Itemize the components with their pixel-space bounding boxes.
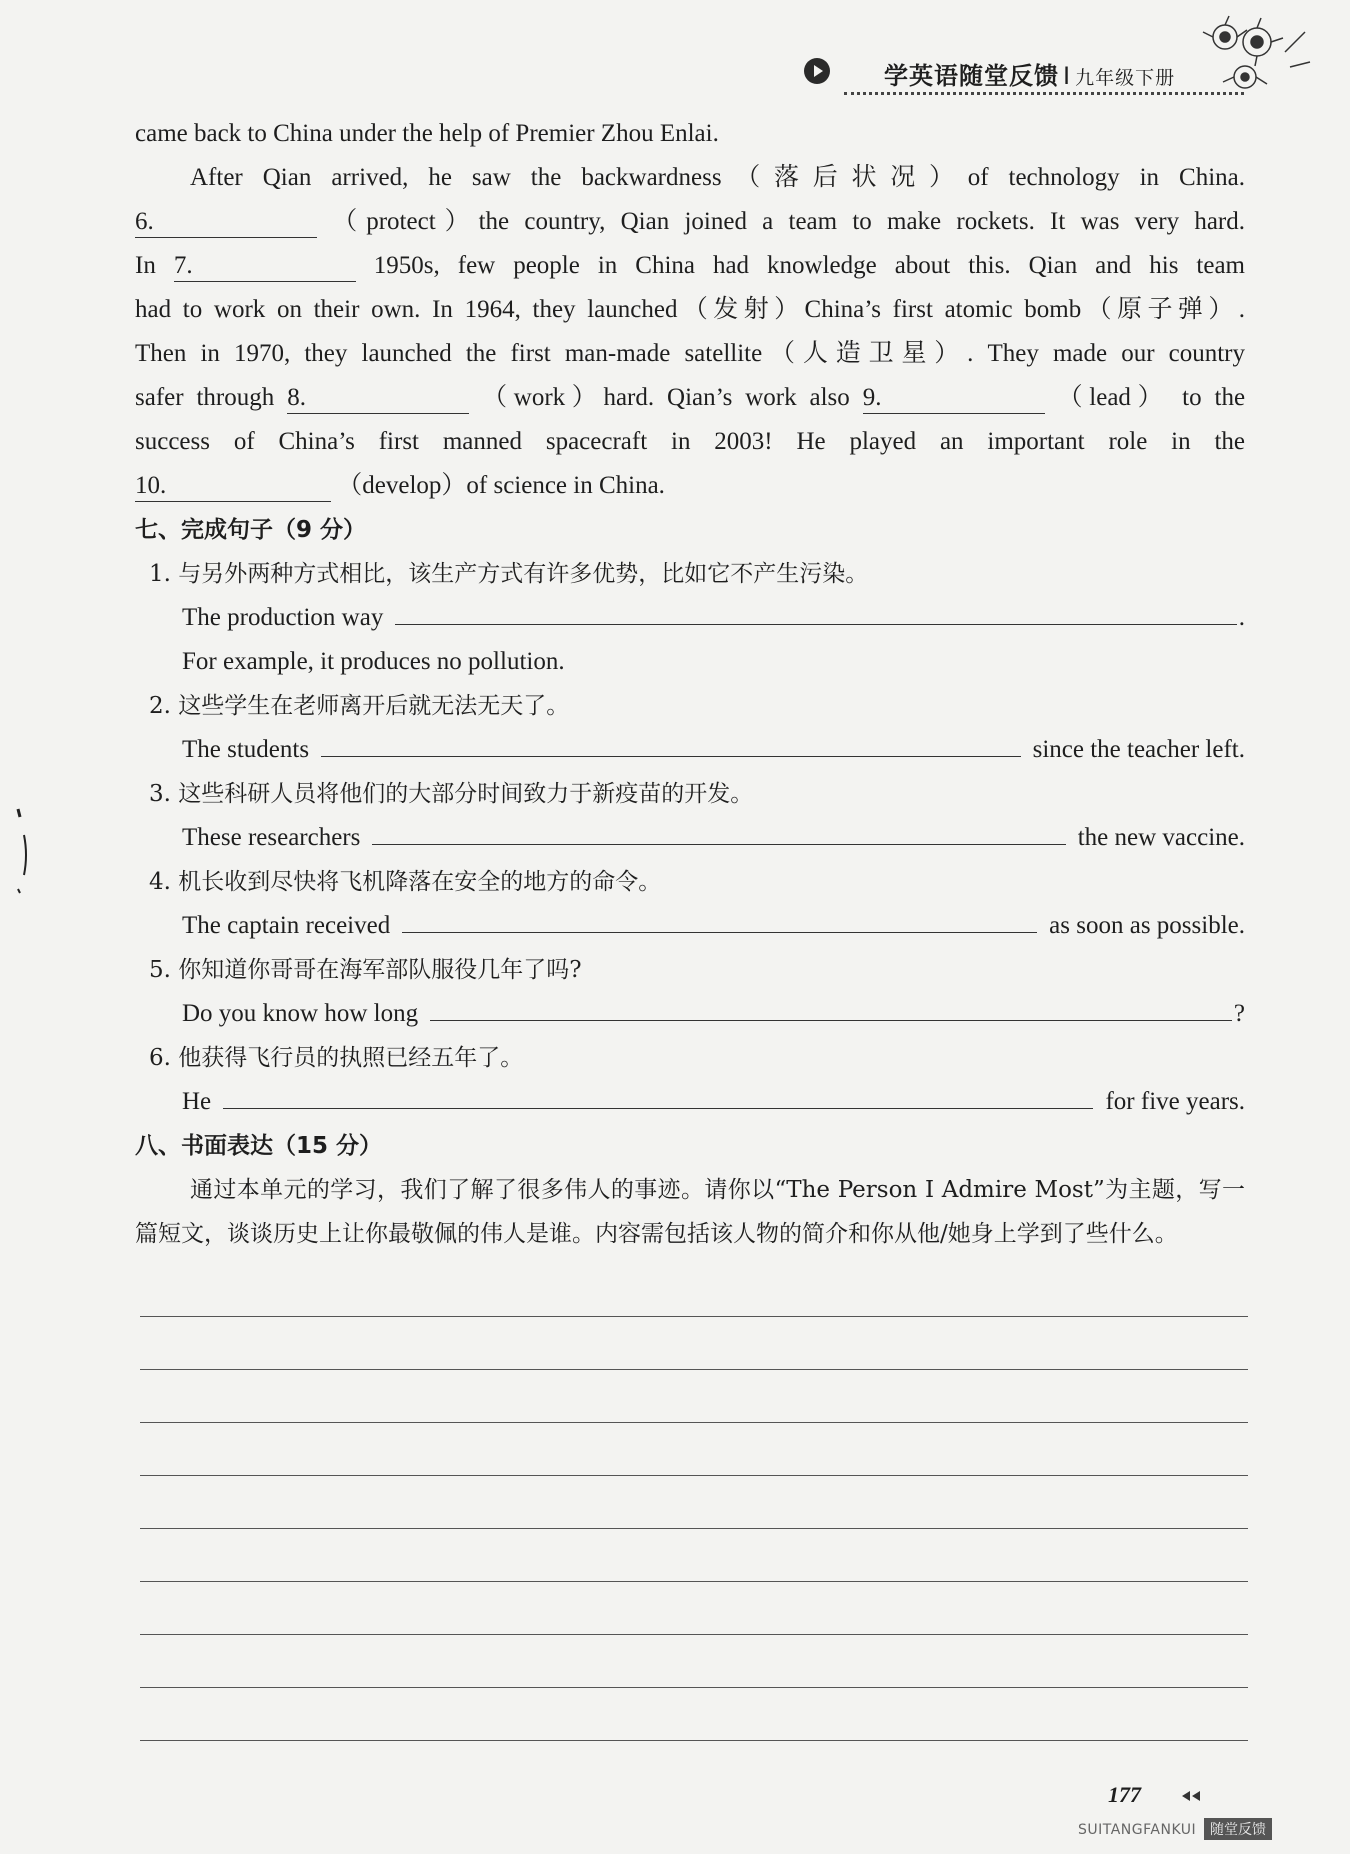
passage-line <box>135 464 1245 508</box>
answer-tail: for five years. <box>1105 1088 1245 1115</box>
passage-line: came back to China under the help of Premier Zhou Enlai. <box>135 120 719 147</box>
blank-7[interactable] <box>174 251 356 282</box>
passage-text: （develop）of science in China. <box>337 472 665 499</box>
answer-lead: The captain received <box>182 912 391 939</box>
writing-prompt: 通过本单元的学习，我们了解了很多伟人的事迹。请你以“The Person I Admire Most”为主题，写一篇短文，谈谈历史上让你最敬佩的伟人是谁。内容需包括该人物的简介和你从他/她身上学到了些什么。 <box>135 1177 1245 1247</box>
page-number: 177 <box>1108 1782 1141 1807</box>
answer-row <box>135 596 1245 640</box>
answer-blank-3[interactable] <box>372 816 1065 845</box>
writing-line[interactable] <box>140 1634 1248 1635</box>
header-dotted-rule <box>844 92 1244 95</box>
question-prompt: 4. 机长收到尽快将飞机降落在安全的地方的命令。 <box>149 869 662 895</box>
answer-tail: as soon as possible. <box>1049 912 1245 939</box>
margin-mark-icon <box>14 805 34 895</box>
passage-line <box>135 200 1245 244</box>
question-prompt: 3. 这些科研人员将他们的大部分时间致力于新疫苗的开发。 <box>149 781 754 807</box>
writing-line[interactable] <box>140 1528 1248 1529</box>
blank-9[interactable] <box>863 383 1045 414</box>
question-prompt: 6. 他获得飞行员的执照已经五年了。 <box>149 1045 524 1071</box>
answer-tail: the new vaccine. <box>1077 824 1245 851</box>
answer-lead: Do you know how long <box>182 1000 419 1027</box>
answer-blank-2[interactable] <box>321 728 1021 757</box>
answer-row <box>135 728 1245 772</box>
page-header <box>804 52 1244 100</box>
answer-lead: These researchers <box>182 824 361 851</box>
passage-text: （protect）the country, Qian joined a team to make rockets. It was very hard. <box>332 208 1246 235</box>
section-7-title: 七、完成句子（9 分） <box>135 517 367 543</box>
footer-brand-en: SUITANGFANKUI <box>1078 1822 1197 1838</box>
writing-line[interactable] <box>140 1581 1248 1582</box>
question-prompt: 5. 你知道你哥哥在海军部队服役几年了吗? <box>149 957 582 983</box>
answer-lead: The production way <box>182 604 384 631</box>
play-icon <box>804 58 830 84</box>
answer-tail: ? <box>1233 1000 1245 1027</box>
answer-lead: He <box>182 1088 212 1115</box>
footer-brand-cn: 随堂反馈 <box>1204 1818 1272 1840</box>
blank-number: 10. <box>135 472 167 499</box>
answer-row <box>135 904 1245 948</box>
header-title <box>884 56 1175 91</box>
passage-line: had to work on their own. In 1964, they launched（发射）China’s first atomic bomb（原子弹）. <box>135 296 1245 323</box>
writing-area[interactable] <box>140 1316 1248 1793</box>
writing-line[interactable] <box>140 1422 1248 1423</box>
writing-line[interactable] <box>140 1740 1248 1741</box>
book-title: 学英语随堂反馈 <box>884 62 1059 90</box>
passage-line: After Qian arrived, he saw the backwardness（落后状况）of technology in China. <box>190 164 1245 191</box>
answer-tail: . <box>1238 604 1245 631</box>
answer-blank-4[interactable] <box>402 904 1037 933</box>
passage-text: （work）hard. Qian’s work also <box>482 384 850 411</box>
blank-number: 6. <box>135 208 154 235</box>
answer-blank-5[interactable] <box>430 992 1232 1021</box>
grade-label: 九年级下册 <box>1075 67 1176 89</box>
answer-row <box>135 1080 1245 1124</box>
answer-blank-1[interactable] <box>395 596 1236 625</box>
answer-lead: The students <box>182 736 310 763</box>
passage-line <box>135 376 1245 420</box>
writing-line[interactable] <box>140 1316 1248 1317</box>
passage-text: （lead） to the <box>1057 384 1246 411</box>
title-separator: I <box>1063 62 1072 90</box>
answer-blank-6[interactable] <box>223 1080 1093 1109</box>
blank-number: 9. <box>862 384 882 411</box>
writing-line[interactable] <box>140 1475 1248 1476</box>
section-8-title: 八、书面表达（15 分） <box>135 1133 383 1159</box>
question-prompt: 1. 与另外两种方式相比，该生产方式有许多优势，比如它不产生污染。 <box>149 561 869 587</box>
answer-row <box>135 816 1245 860</box>
passage-line: Then in 1970, they launched the first man-made satellite（人造卫星）. They made our country <box>135 340 1245 367</box>
writing-line[interactable] <box>140 1369 1248 1370</box>
blank-number: 8. <box>287 384 306 411</box>
blank-number: 7. <box>173 252 193 279</box>
reading-passage <box>135 112 1245 1256</box>
answer-row <box>135 992 1245 1036</box>
answer-extra: For example, it produces no pollution. <box>182 648 565 675</box>
blank-10[interactable] <box>135 471 331 502</box>
passage-line: success of China’s first manned spacecraft in 2003! He played an important role in the <box>135 428 1245 455</box>
question-prompt: 2. 这些学生在老师离开后就无法无天了。 <box>149 693 570 719</box>
answer-row <box>135 640 1245 684</box>
writing-line[interactable] <box>140 1687 1248 1688</box>
blank-8[interactable] <box>287 383 469 414</box>
passage-text: In <box>135 252 156 279</box>
blank-6[interactable] <box>135 207 317 238</box>
double-arrow-left-icon <box>1180 1790 1204 1802</box>
passage-text: safer through <box>135 384 275 411</box>
answer-tail: since the teacher left. <box>1032 736 1245 763</box>
flower-ornament-icon <box>1195 12 1315 102</box>
passage-text: 1950s, few people in China had knowledge about this. Qian and his team <box>373 252 1245 279</box>
passage-line <box>135 244 1245 288</box>
